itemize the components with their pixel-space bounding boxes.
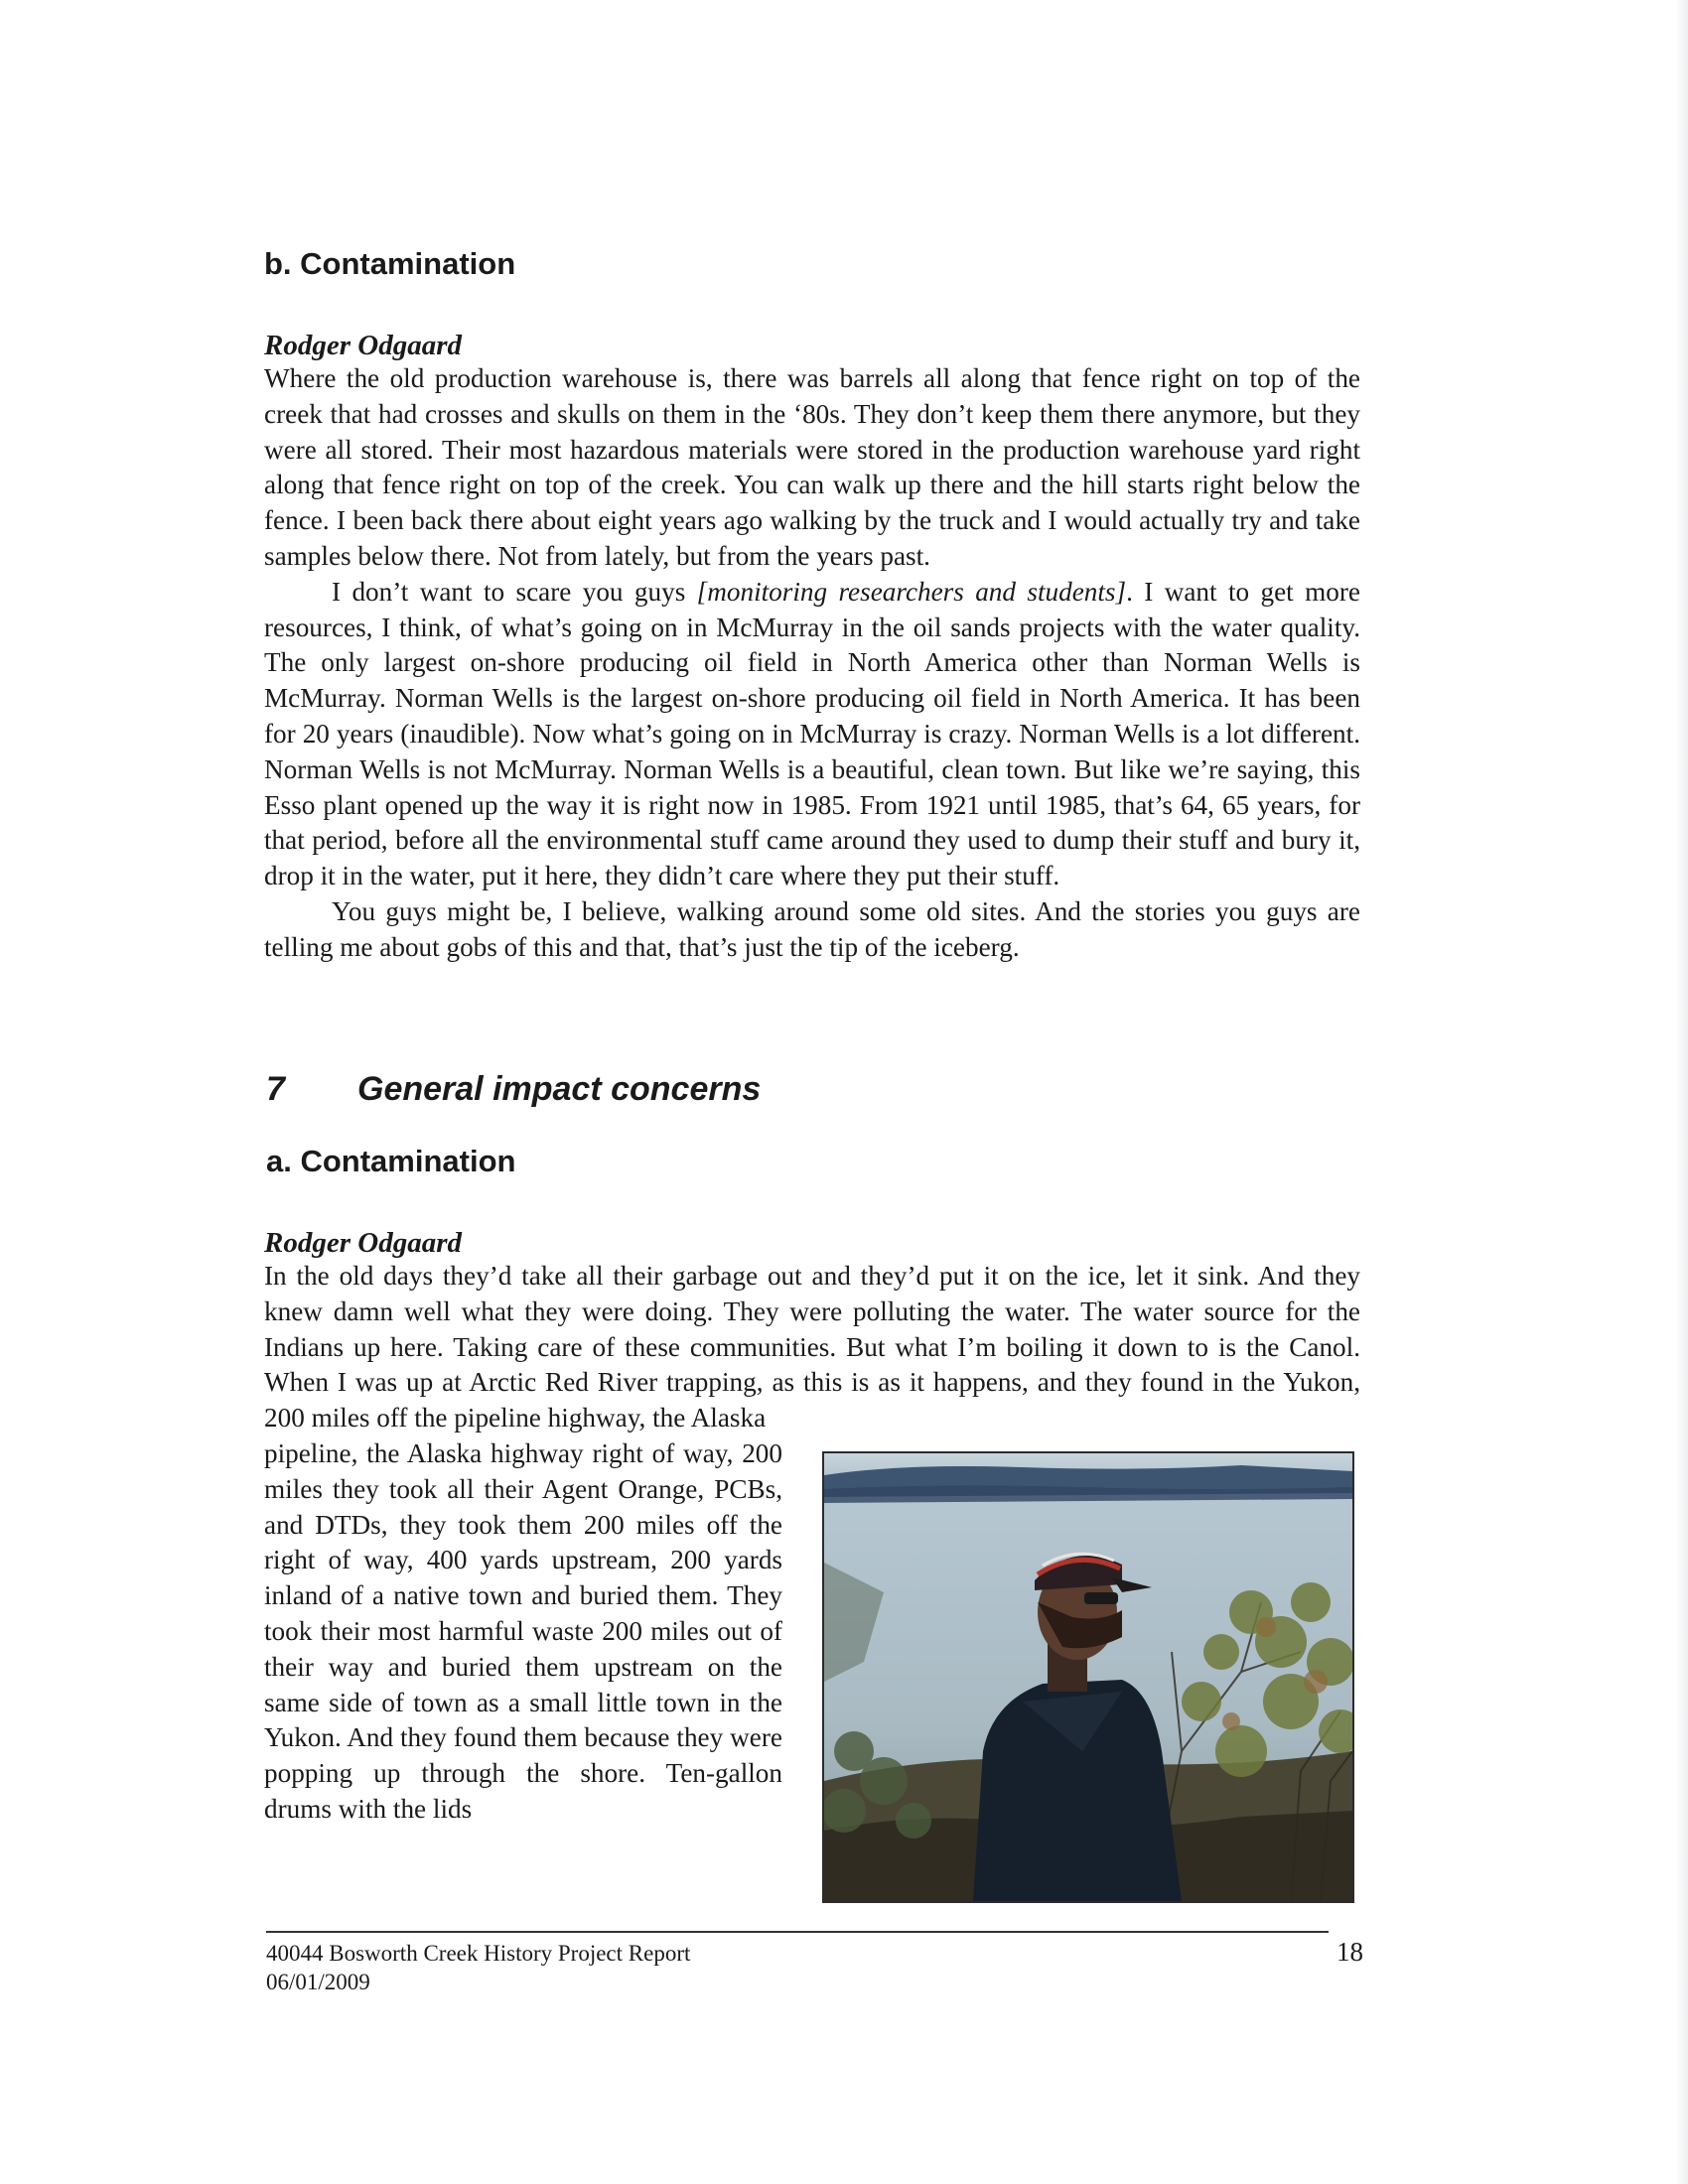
section-number: 7 bbox=[266, 1070, 285, 1108]
paragraph: Where the old production warehouse is, there was barrels all along that fence right on top of the creek that had crosses and skulls on them in the ‘80s. They don’t keep them there anymore, but they were all stored. Their most hazardous materials were stored in the production warehouse yard right along that fence right on top of the creek. You can walk up there and the hill starts right below the fence. I been back there about eight years ago walking by the truck and I would actually try and take samples below there. Not from lately, but from the years past. bbox=[264, 363, 1360, 571]
section-heading-b-contamination: b. Contamination bbox=[264, 246, 516, 281]
footer-divider bbox=[266, 1931, 1329, 1933]
report-title: 40044 Bosworth Creek History Project Report bbox=[266, 1941, 691, 1966]
photo-illustration bbox=[824, 1453, 1352, 1901]
paragraph: pipeline, the Alaska highway right of way, 200 miles they took all their Agent Orange, PCBs, and DTDs, they took them 200 miles off the right of way, 400 yards upstream, 200 yards inland of a native town and buried them. They took their most harmful waste 200 miles out of their way and buried them upstream on the same side of town as a small little town in the Yukon. And they found them because they were popping up through the shore. Ten-gallon drums with the lids bbox=[264, 1438, 782, 1824]
page-number: 18 bbox=[1336, 1937, 1363, 1967]
paragraph bbox=[264, 575, 1360, 894]
section-heading-7 bbox=[266, 1070, 761, 1109]
paragraph-text: I don’t want to scare you guys bbox=[332, 576, 697, 607]
report-date: 06/01/2009 bbox=[266, 1970, 370, 1994]
paragraph-text: . I want to get more resources, I think, of what’s going on in McMurray in the oil sands projects with the water quality. The only largest on-shore producing oil field in North America other than Norman Wells is McMurray. Norman Wells is the largest on-shore producing oil field in North America. It has been for 20 years (inaudible). Now what’s going on in McMurray is crazy. Norman Wells is a lot different. Norman Wells is not McMurray. Norman Wells is a beautiful, clean town. But like we’re saying, this Esso plant opened up the way it is right now in 1985. From 1921 until 1985, that’s 64, 65 years, for that period, before all the environmental stuff came around they used to dump their stuff and bury it, drop it in the water, put it here, they didn’t care where they put their stuff. bbox=[264, 576, 1360, 891]
editorial-note: [monitoring researchers and students] bbox=[696, 576, 1127, 607]
footer bbox=[266, 1939, 690, 1996]
section-b-body bbox=[264, 361, 1360, 966]
speaker-name: Rodger Odgaard bbox=[264, 1227, 462, 1259]
photo-man-by-river bbox=[822, 1451, 1354, 1903]
section-7-body-full bbox=[264, 1259, 1360, 1436]
paragraph: In the old days they’d take all their garbage out and they’d put it on the ice, let it sink. And they knew damn well what they were doing. They were polluting the water. The water source for the Indians up here. Taking care of these communities. But what I’m boiling it down to is the Canol. When I was up at Arctic Red River trapping, as this is as it happens, and they found in the Yukon, 200 miles off the pipeline highway, the Alaska bbox=[264, 1261, 1360, 1433]
section-7-body-wrapped bbox=[264, 1436, 782, 1828]
section-heading-a-contamination: a. Contamination bbox=[266, 1144, 516, 1178]
speaker-name: Rodger Odgaard bbox=[264, 330, 462, 361]
section-title: General impact concerns bbox=[357, 1070, 762, 1108]
paragraph: You guys might be, I believe, walking around some old sites. And the stories you guys are telling me about gobs of this and that, that’s just the tip of the iceberg. bbox=[264, 895, 1360, 962]
scan-edge bbox=[1676, 0, 1688, 2184]
